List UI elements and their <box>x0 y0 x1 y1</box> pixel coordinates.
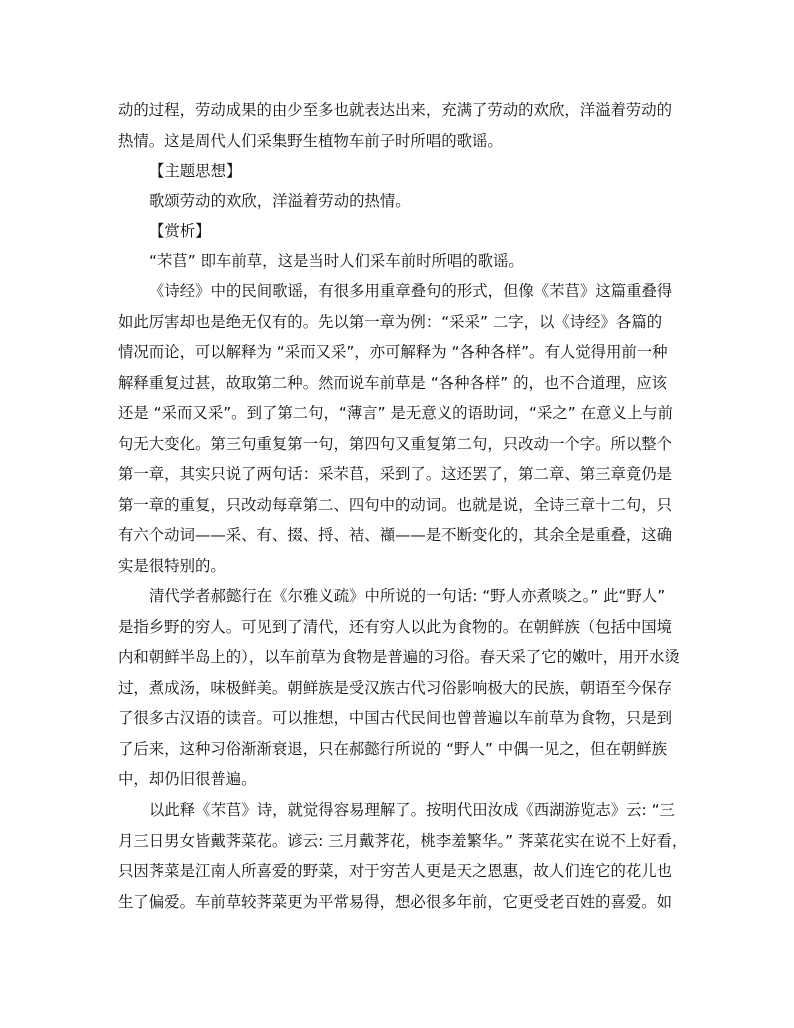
text-line: 如此厉害却也是绝无仅有的。先以第一章为例：“采采” 二字，以《诗经》各篇的 <box>118 312 663 331</box>
text-line: 以此释《芣苢》诗，就觉得容易理解了。按明代田汝成《西湖游览志》云: “三 <box>149 801 675 819</box>
text-line: 还是 “采而又采”。到了第二句，“薄言” 是无意义的语助词，“采之” 在意义上与前 <box>118 404 674 422</box>
text-line: 只因荠菜是江南人所喜爱的野菜，对于穷苦人更是天之恩惠，故人们连它的花儿也 <box>118 862 673 880</box>
paragraph-2 <box>118 581 688 795</box>
text-line: 热情。这是周代人们采集野生植物车前子时所唱的歌谣。 <box>118 131 503 150</box>
text-line: 月三日男女皆戴荠菜花。谚云: 三月戴荠花，桃李羞繁华。” 荠菜花实在说不上好看， <box>118 831 688 850</box>
text-line: 了很多古汉语的读音。可以推想，中国古代民间也曾普遍以车前草为食物，只是到 <box>118 709 673 727</box>
text-line: 第一章的重复，只改动每章第二、四句中的动词。也就是说，全诗三章十二句，只 <box>118 495 673 514</box>
paragraph-1 <box>118 276 688 581</box>
text-line: 中，却仍旧很普遍。 <box>118 770 257 788</box>
text-line: 生了偏爱。车前草较荠菜更为平常易得，想必很多年前，它更受老百姓的喜爱。如 <box>118 892 673 911</box>
appreciation-heading: 【赏析】 <box>149 222 211 240</box>
text-line: 句无大变化。第三句重复第一句，第四句又重复第二句，只改动一个字。所以整个 <box>118 434 673 453</box>
text-line: 清代学者郝懿行在《尔雅义疏》中所说的一句话: “野人亦煮啖之。” 此“野人” <box>149 587 666 605</box>
paragraph-3 <box>118 795 688 917</box>
text-line: 第一章，其实只说了两句话：采芣苢，采到了。这还罢了，第二章、第三章竟仍是 <box>118 465 673 483</box>
theme-text: 歌颂劳动的欢欣，洋溢着劳动的热情。 <box>149 192 411 210</box>
text-line: 了后来，这种习俗渐渐衰退，只在郝懿行所说的 “野人” 中偶一见之，但在朝鲜族 <box>118 739 668 758</box>
text-line: 实是很特别的。 <box>118 556 226 575</box>
text-line: 解释重复过甚，故取第二种。然而说车前草是 “各种各样” 的，也不合道理，应该 <box>118 373 668 392</box>
text-line: 内和朝鲜半岛上的），以车前草为食物是普遍的习俗。春天采了它的嫩叶，用开水烫 <box>118 648 680 666</box>
theme-heading: 【主题思想】 <box>149 162 242 180</box>
text-line: 情况而论，可以解释为 “采而又采”，亦可解释为 “各种各样”。有人觉得用前一种 <box>118 343 668 361</box>
text-line: 过，煮成汤，味极鲜美。朝鲜族是受汉族古代习俗影响极大的民族，朝语至今保存 <box>118 678 673 697</box>
text-line: 是指乡野的穷人。可见到了清代，还有穷人以此为食物的。在朝鲜族（包括中国境 <box>118 617 673 636</box>
intro-paragraph <box>118 95 688 156</box>
text-line: 动的过程，劳动成果的由少至多也就表达出来，充满了劳动的欢欣，洋溢着劳动的 <box>118 101 673 119</box>
appreciation-first-line: “芣苢” 即车前草，这是当时人们采车前时所唱的歌谣。 <box>149 252 524 270</box>
text-line: 《诗经》中的民间歌谣，有很多用重章叠句的形式，但像《芣苢》这篇重叠得 <box>149 282 673 300</box>
text-line: 有六个动词——采、有、掇、捋、袺、襭——是不断变化的，其余全是重叠，这确 <box>118 526 673 544</box>
